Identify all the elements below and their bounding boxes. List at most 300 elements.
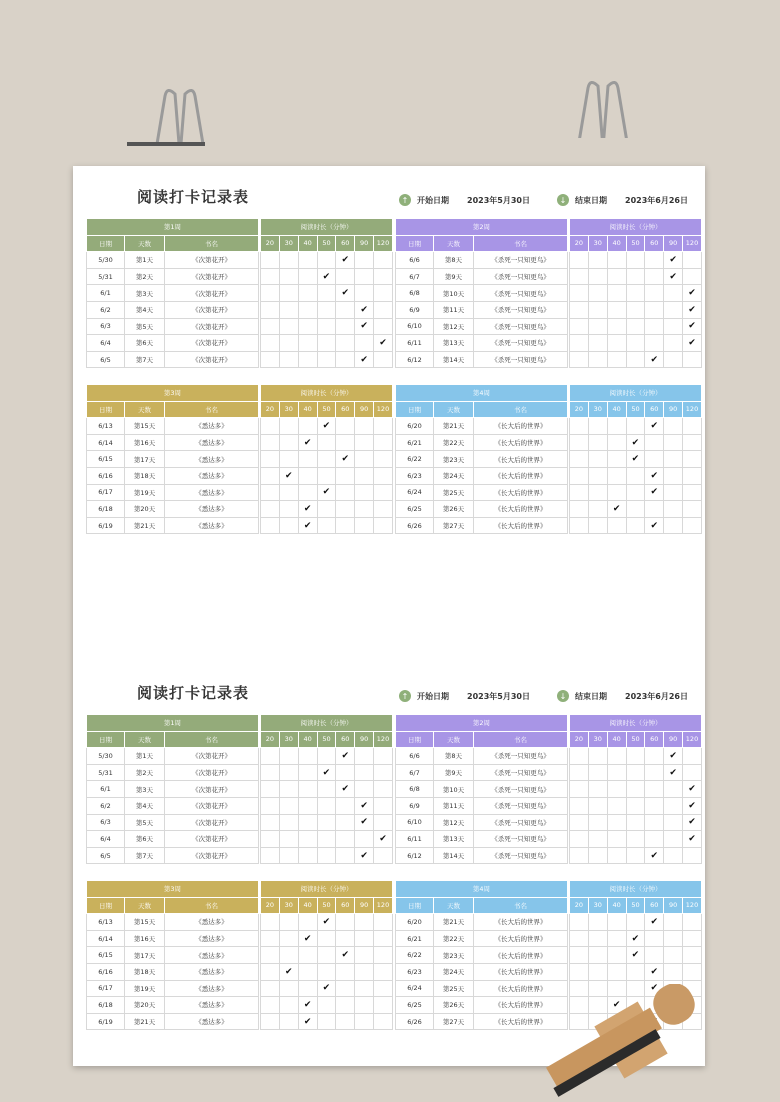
duration-cell[interactable] [261,980,280,997]
duration-cell[interactable] [645,268,664,285]
duration-cell[interactable] [336,301,355,318]
duration-cell[interactable] [683,467,702,484]
duration-cell[interactable] [570,335,589,352]
duration-cell[interactable] [374,285,393,302]
duration-cell[interactable] [298,997,317,1014]
duration-cell[interactable] [626,318,645,335]
duration-cell[interactable] [261,301,280,318]
duration-cell[interactable] [626,451,645,468]
duration-cell[interactable] [261,418,280,435]
duration-cell[interactable] [279,748,298,765]
duration-cell[interactable] [374,930,393,947]
duration-cell[interactable] [570,434,589,451]
duration-cell[interactable] [588,517,607,534]
duration-cell[interactable] [279,517,298,534]
duration-cell[interactable] [570,764,589,781]
duration-cell[interactable] [607,963,626,980]
duration-cell[interactable] [664,451,683,468]
duration-cell[interactable] [298,930,317,947]
duration-cell[interactable] [279,268,298,285]
duration-cell[interactable] [261,764,280,781]
duration-cell[interactable] [607,947,626,964]
duration-cell[interactable] [336,484,355,501]
duration-cell[interactable] [683,418,702,435]
duration-cell[interactable] [298,301,317,318]
duration-cell[interactable] [607,268,626,285]
duration-cell[interactable] [626,947,645,964]
duration-cell[interactable] [279,301,298,318]
duration-cell[interactable] [607,252,626,269]
duration-cell[interactable] [570,467,589,484]
duration-cell[interactable] [683,252,702,269]
duration-cell[interactable] [664,351,683,368]
duration-cell[interactable] [298,252,317,269]
duration-cell[interactable] [588,252,607,269]
duration-cell[interactable] [570,814,589,831]
duration-cell[interactable] [588,451,607,468]
duration-cell[interactable] [317,252,336,269]
duration-cell[interactable] [317,418,336,435]
duration-cell[interactable] [298,451,317,468]
duration-cell[interactable] [645,351,664,368]
duration-cell[interactable] [588,930,607,947]
duration-cell[interactable] [279,335,298,352]
duration-cell[interactable] [261,1013,280,1030]
duration-cell[interactable] [317,947,336,964]
duration-cell[interactable] [570,351,589,368]
duration-cell[interactable] [588,797,607,814]
duration-cell[interactable] [664,318,683,335]
duration-cell[interactable] [664,914,683,931]
duration-cell[interactable] [317,268,336,285]
duration-cell[interactable] [645,418,664,435]
duration-cell[interactable] [626,285,645,302]
duration-cell[interactable] [645,764,664,781]
duration-cell[interactable] [588,434,607,451]
duration-cell[interactable] [261,335,280,352]
duration-cell[interactable] [261,252,280,269]
duration-cell[interactable] [336,847,355,864]
duration-cell[interactable] [279,501,298,518]
duration-cell[interactable] [607,501,626,518]
duration-cell[interactable] [298,947,317,964]
duration-cell[interactable] [317,781,336,798]
duration-cell[interactable] [298,418,317,435]
duration-cell[interactable] [261,434,280,451]
duration-cell[interactable] [374,997,393,1014]
duration-cell[interactable] [355,484,374,501]
duration-cell[interactable] [374,434,393,451]
duration-cell[interactable] [374,418,393,435]
duration-cell[interactable] [355,335,374,352]
duration-cell[interactable] [298,797,317,814]
duration-cell[interactable] [261,285,280,302]
duration-cell[interactable] [626,764,645,781]
duration-cell[interactable] [298,501,317,518]
duration-cell[interactable] [683,814,702,831]
duration-cell[interactable] [355,797,374,814]
duration-cell[interactable] [261,997,280,1014]
duration-cell[interactable] [298,268,317,285]
duration-cell[interactable] [279,814,298,831]
duration-cell[interactable] [279,997,298,1014]
duration-cell[interactable] [645,451,664,468]
duration-cell[interactable] [317,484,336,501]
duration-cell[interactable] [607,484,626,501]
duration-cell[interactable] [626,434,645,451]
duration-cell[interactable] [607,764,626,781]
duration-cell[interactable] [570,797,589,814]
duration-cell[interactable] [374,831,393,848]
duration-cell[interactable] [683,434,702,451]
duration-cell[interactable] [317,1013,336,1030]
duration-cell[interactable] [298,831,317,848]
duration-cell[interactable] [374,467,393,484]
duration-cell[interactable] [336,351,355,368]
duration-cell[interactable] [279,418,298,435]
duration-cell[interactable] [279,351,298,368]
duration-cell[interactable] [298,484,317,501]
duration-cell[interactable] [664,930,683,947]
duration-cell[interactable] [645,914,664,931]
duration-cell[interactable] [298,434,317,451]
duration-cell[interactable] [588,847,607,864]
duration-cell[interactable] [683,484,702,501]
duration-cell[interactable] [336,930,355,947]
duration-cell[interactable] [317,748,336,765]
duration-cell[interactable] [355,318,374,335]
duration-cell[interactable] [374,517,393,534]
duration-cell[interactable] [664,814,683,831]
duration-cell[interactable] [588,947,607,964]
duration-cell[interactable] [626,301,645,318]
duration-cell[interactable] [588,351,607,368]
duration-cell[interactable] [317,963,336,980]
duration-cell[interactable] [336,434,355,451]
duration-cell[interactable] [374,781,393,798]
duration-cell[interactable] [570,963,589,980]
duration-cell[interactable] [336,764,355,781]
duration-cell[interactable] [588,781,607,798]
duration-cell[interactable] [355,814,374,831]
duration-cell[interactable] [626,335,645,352]
duration-cell[interactable] [645,434,664,451]
duration-cell[interactable] [664,335,683,352]
duration-cell[interactable] [588,318,607,335]
duration-cell[interactable] [645,301,664,318]
duration-cell[interactable] [626,268,645,285]
duration-cell[interactable] [374,252,393,269]
duration-cell[interactable] [336,748,355,765]
duration-cell[interactable] [261,781,280,798]
duration-cell[interactable] [261,484,280,501]
duration-cell[interactable] [683,301,702,318]
duration-cell[interactable] [374,301,393,318]
duration-cell[interactable] [570,418,589,435]
duration-cell[interactable] [336,335,355,352]
duration-cell[interactable] [279,451,298,468]
duration-cell[interactable] [570,930,589,947]
duration-cell[interactable] [355,963,374,980]
duration-cell[interactable] [279,285,298,302]
duration-cell[interactable] [664,847,683,864]
duration-cell[interactable] [317,930,336,947]
duration-cell[interactable] [570,501,589,518]
duration-cell[interactable] [570,914,589,931]
duration-cell[interactable] [664,501,683,518]
duration-cell[interactable] [336,318,355,335]
duration-cell[interactable] [261,268,280,285]
duration-cell[interactable] [317,517,336,534]
duration-cell[interactable] [355,467,374,484]
duration-cell[interactable] [355,517,374,534]
duration-cell[interactable] [626,748,645,765]
duration-cell[interactable] [645,285,664,302]
duration-cell[interactable] [298,814,317,831]
duration-cell[interactable] [645,781,664,798]
duration-cell[interactable] [336,781,355,798]
duration-cell[interactable] [607,914,626,931]
duration-cell[interactable] [683,517,702,534]
duration-cell[interactable] [317,797,336,814]
duration-cell[interactable] [683,268,702,285]
duration-cell[interactable] [374,980,393,997]
duration-cell[interactable] [588,335,607,352]
duration-cell[interactable] [355,930,374,947]
duration-cell[interactable] [588,764,607,781]
duration-cell[interactable] [355,914,374,931]
duration-cell[interactable] [607,434,626,451]
duration-cell[interactable] [317,814,336,831]
duration-cell[interactable] [279,980,298,997]
duration-cell[interactable] [664,467,683,484]
duration-cell[interactable] [645,930,664,947]
duration-cell[interactable] [261,517,280,534]
duration-cell[interactable] [374,451,393,468]
duration-cell[interactable] [374,764,393,781]
duration-cell[interactable] [626,418,645,435]
duration-cell[interactable] [374,847,393,864]
duration-cell[interactable] [626,814,645,831]
duration-cell[interactable] [261,451,280,468]
duration-cell[interactable] [570,268,589,285]
duration-cell[interactable] [588,285,607,302]
duration-cell[interactable] [664,434,683,451]
duration-cell[interactable] [279,847,298,864]
duration-cell[interactable] [645,335,664,352]
duration-cell[interactable] [279,484,298,501]
duration-cell[interactable] [355,781,374,798]
duration-cell[interactable] [374,484,393,501]
duration-cell[interactable] [607,335,626,352]
duration-cell[interactable] [279,831,298,848]
duration-cell[interactable] [664,252,683,269]
duration-cell[interactable] [626,831,645,848]
duration-cell[interactable] [645,467,664,484]
duration-cell[interactable] [355,252,374,269]
duration-cell[interactable] [355,831,374,848]
duration-cell[interactable] [355,451,374,468]
duration-cell[interactable] [317,285,336,302]
duration-cell[interactable] [588,748,607,765]
duration-cell[interactable] [607,318,626,335]
duration-cell[interactable] [683,930,702,947]
duration-cell[interactable] [279,947,298,964]
duration-cell[interactable] [683,501,702,518]
duration-cell[interactable] [664,797,683,814]
duration-cell[interactable] [298,764,317,781]
duration-cell[interactable] [607,301,626,318]
duration-cell[interactable] [374,797,393,814]
duration-cell[interactable] [607,930,626,947]
duration-cell[interactable] [374,914,393,931]
duration-cell[interactable] [374,501,393,518]
duration-cell[interactable] [374,814,393,831]
duration-cell[interactable] [317,335,336,352]
duration-cell[interactable] [607,831,626,848]
duration-cell[interactable] [261,963,280,980]
duration-cell[interactable] [626,517,645,534]
duration-cell[interactable] [279,434,298,451]
duration-cell[interactable] [626,930,645,947]
duration-cell[interactable] [588,467,607,484]
duration-cell[interactable] [664,517,683,534]
duration-cell[interactable] [588,814,607,831]
duration-cell[interactable] [336,517,355,534]
duration-cell[interactable] [279,467,298,484]
duration-cell[interactable] [298,963,317,980]
duration-cell[interactable] [645,484,664,501]
duration-cell[interactable] [607,285,626,302]
duration-cell[interactable] [374,748,393,765]
duration-cell[interactable] [298,335,317,352]
duration-cell[interactable] [336,285,355,302]
duration-cell[interactable] [279,781,298,798]
duration-cell[interactable] [317,467,336,484]
duration-cell[interactable] [336,947,355,964]
duration-cell[interactable] [607,467,626,484]
duration-cell[interactable] [683,797,702,814]
duration-cell[interactable] [355,997,374,1014]
duration-cell[interactable] [683,351,702,368]
duration-cell[interactable] [317,501,336,518]
duration-cell[interactable] [626,351,645,368]
duration-cell[interactable] [374,351,393,368]
duration-cell[interactable] [570,318,589,335]
duration-cell[interactable] [683,947,702,964]
duration-cell[interactable] [355,847,374,864]
duration-cell[interactable] [317,914,336,931]
duration-cell[interactable] [355,947,374,964]
duration-cell[interactable] [607,418,626,435]
duration-cell[interactable] [570,517,589,534]
duration-cell[interactable] [588,914,607,931]
duration-cell[interactable] [570,748,589,765]
duration-cell[interactable] [664,285,683,302]
duration-cell[interactable] [570,301,589,318]
duration-cell[interactable] [355,501,374,518]
duration-cell[interactable] [626,797,645,814]
duration-cell[interactable] [588,268,607,285]
duration-cell[interactable] [317,318,336,335]
duration-cell[interactable] [664,963,683,980]
duration-cell[interactable] [626,501,645,518]
duration-cell[interactable] [336,268,355,285]
duration-cell[interactable] [683,318,702,335]
duration-cell[interactable] [261,814,280,831]
duration-cell[interactable] [298,467,317,484]
duration-cell[interactable] [588,831,607,848]
duration-cell[interactable] [683,335,702,352]
duration-cell[interactable] [645,517,664,534]
duration-cell[interactable] [664,947,683,964]
duration-cell[interactable] [355,301,374,318]
duration-cell[interactable] [317,351,336,368]
duration-cell[interactable] [298,285,317,302]
duration-cell[interactable] [317,980,336,997]
duration-cell[interactable] [336,797,355,814]
duration-cell[interactable] [683,963,702,980]
duration-cell[interactable] [279,914,298,931]
duration-cell[interactable] [607,847,626,864]
duration-cell[interactable] [645,318,664,335]
duration-cell[interactable] [279,764,298,781]
duration-cell[interactable] [261,847,280,864]
duration-cell[interactable] [261,501,280,518]
duration-cell[interactable] [683,748,702,765]
duration-cell[interactable] [317,434,336,451]
duration-cell[interactable] [317,847,336,864]
duration-cell[interactable] [317,764,336,781]
duration-cell[interactable] [317,997,336,1014]
duration-cell[interactable] [645,947,664,964]
duration-cell[interactable] [664,268,683,285]
duration-cell[interactable] [355,764,374,781]
duration-cell[interactable] [645,501,664,518]
duration-cell[interactable] [317,831,336,848]
duration-cell[interactable] [588,418,607,435]
duration-cell[interactable] [336,814,355,831]
duration-cell[interactable] [645,797,664,814]
duration-cell[interactable] [336,980,355,997]
duration-cell[interactable] [664,484,683,501]
duration-cell[interactable] [645,831,664,848]
duration-cell[interactable] [683,451,702,468]
duration-cell[interactable] [570,252,589,269]
duration-cell[interactable] [570,285,589,302]
duration-cell[interactable] [336,418,355,435]
duration-cell[interactable] [279,318,298,335]
duration-cell[interactable] [683,764,702,781]
duration-cell[interactable] [626,847,645,864]
duration-cell[interactable] [336,914,355,931]
duration-cell[interactable] [664,764,683,781]
duration-cell[interactable] [298,318,317,335]
duration-cell[interactable] [570,484,589,501]
duration-cell[interactable] [298,980,317,997]
duration-cell[interactable] [355,980,374,997]
duration-cell[interactable] [607,814,626,831]
duration-cell[interactable] [664,418,683,435]
duration-cell[interactable] [683,847,702,864]
duration-cell[interactable] [279,963,298,980]
duration-cell[interactable] [683,285,702,302]
duration-cell[interactable] [298,781,317,798]
duration-cell[interactable] [374,268,393,285]
duration-cell[interactable] [261,947,280,964]
duration-cell[interactable] [261,351,280,368]
duration-cell[interactable] [645,814,664,831]
